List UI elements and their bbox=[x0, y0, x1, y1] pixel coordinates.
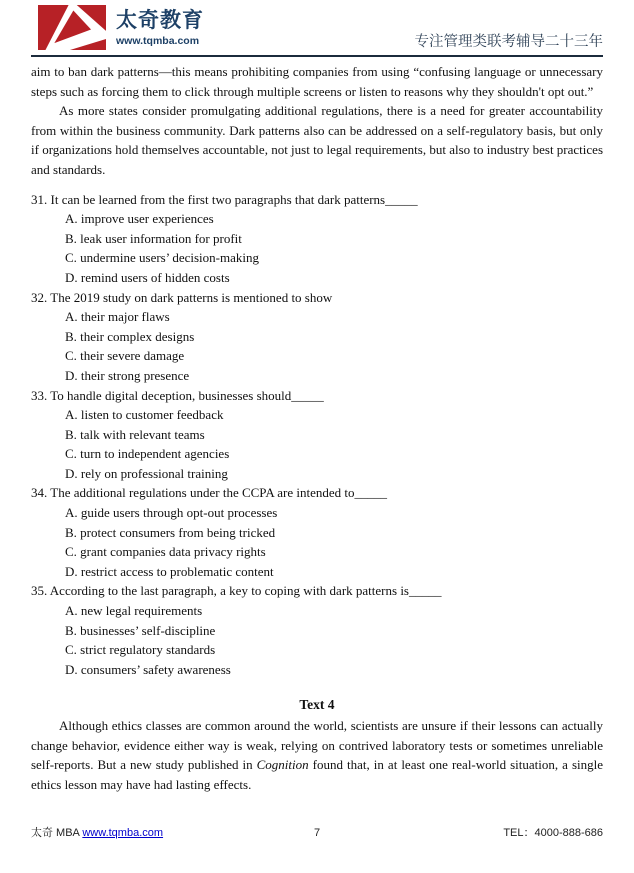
question-stem: 33. To handle digital deception, businesses should_____ bbox=[31, 387, 324, 403]
question-option: D. rely on professional training bbox=[65, 465, 228, 481]
brand-url: www.tqmba.com bbox=[116, 35, 200, 47]
page-footer bbox=[31, 824, 603, 840]
footer-telephone: TEL：4000-888-686 bbox=[503, 827, 603, 839]
passage-paragraph-1: aim to ban dark patterns—this means prohibiting companies from using “confusing language or unnecessary steps such as forcing them to click through multiple screens or listen to reasons why they shouldn't opt out.” bbox=[31, 64, 603, 99]
question-option: A. listen to customer feedback bbox=[65, 407, 224, 423]
footer-brand-text: 太奇 MBA bbox=[31, 827, 83, 839]
question-option: C. turn to independent agencies bbox=[65, 446, 230, 462]
question-32 bbox=[31, 288, 603, 386]
section-heading-text4: Text 4 bbox=[299, 697, 335, 713]
header-slogan: 专注管理类联考辅导二十三年 bbox=[414, 34, 603, 50]
brand-title: 太奇教育 bbox=[116, 9, 204, 32]
question-option: A. improve user experiences bbox=[65, 211, 214, 227]
brand-block bbox=[38, 4, 204, 51]
question-34 bbox=[31, 483, 603, 581]
question-option: D. remind users of hidden costs bbox=[65, 269, 230, 285]
taiqi-logo-icon bbox=[38, 4, 106, 51]
question-option: B. businesses’ self-discipline bbox=[65, 622, 216, 638]
question-option: B. talk with relevant teams bbox=[65, 426, 205, 442]
question-stem: 35. According to the last paragraph, a key to coping with dark patterns is_____ bbox=[31, 583, 442, 599]
page-header bbox=[31, 0, 603, 57]
question-option: C. grant companies data privacy rights bbox=[65, 544, 266, 560]
question-option: A. their major flaws bbox=[65, 309, 170, 325]
text4-paragraph bbox=[31, 716, 603, 794]
question-list bbox=[31, 190, 603, 680]
journal-name: Cognition bbox=[256, 757, 309, 773]
footer-brand bbox=[31, 824, 314, 840]
question-option: C. their severe damage bbox=[65, 348, 185, 364]
question-option: D. their strong presence bbox=[65, 367, 190, 383]
footer-website-link[interactable]: www.tqmba.com bbox=[82, 827, 164, 839]
page-number: 7 bbox=[313, 827, 321, 839]
question-31 bbox=[31, 190, 603, 288]
question-option: D. consumers’ safety awareness bbox=[65, 661, 231, 677]
question-33 bbox=[31, 386, 603, 484]
question-stem: 34. The additional regulations under the CCPA are intended to_____ bbox=[31, 485, 388, 501]
question-option: B. leak user information for profit bbox=[65, 230, 242, 246]
question-option: C. undermine users’ decision-making bbox=[65, 250, 259, 266]
question-option: D. restrict access to problematic content bbox=[65, 563, 274, 579]
question-option: A. new legal requirements bbox=[65, 603, 203, 619]
brand-text bbox=[116, 4, 204, 47]
question-option: A. guide users through opt-out processes bbox=[65, 505, 278, 521]
question-35 bbox=[31, 581, 603, 679]
passage-paragraph-2: As more states consider promulgating additional regulations, there is a need for greater accountability from within the business community. Dark patterns also can be addressed on a self-regulatory basis, but only if organizations hold themselves accountable, not just to legal requirements, but also to industry best practices and standards. bbox=[31, 103, 603, 177]
question-stem: 31. It can be learned from the first two paragraphs that dark patterns_____ bbox=[31, 191, 418, 207]
page-content bbox=[31, 57, 603, 794]
question-option: C. strict regulatory standards bbox=[65, 642, 216, 658]
question-option: B. their complex designs bbox=[65, 328, 195, 344]
text4-paragraph-start: Although ethics classes are common around the world, scientists are unsure if their lessons can actually change behavior, evidence either way is weak, relying on contrived laboratory tests or sometimes unreliable self-reports. But a new study published in bbox=[31, 718, 603, 773]
question-stem: 32. The 2019 study on dark patterns is mentioned to show bbox=[31, 289, 333, 305]
text4-paragraph-end: found that, in at least one real-world situation, a single ethics lesson may have had lasting effects. bbox=[31, 757, 603, 792]
question-option: B. protect consumers from being tricked bbox=[65, 524, 276, 540]
